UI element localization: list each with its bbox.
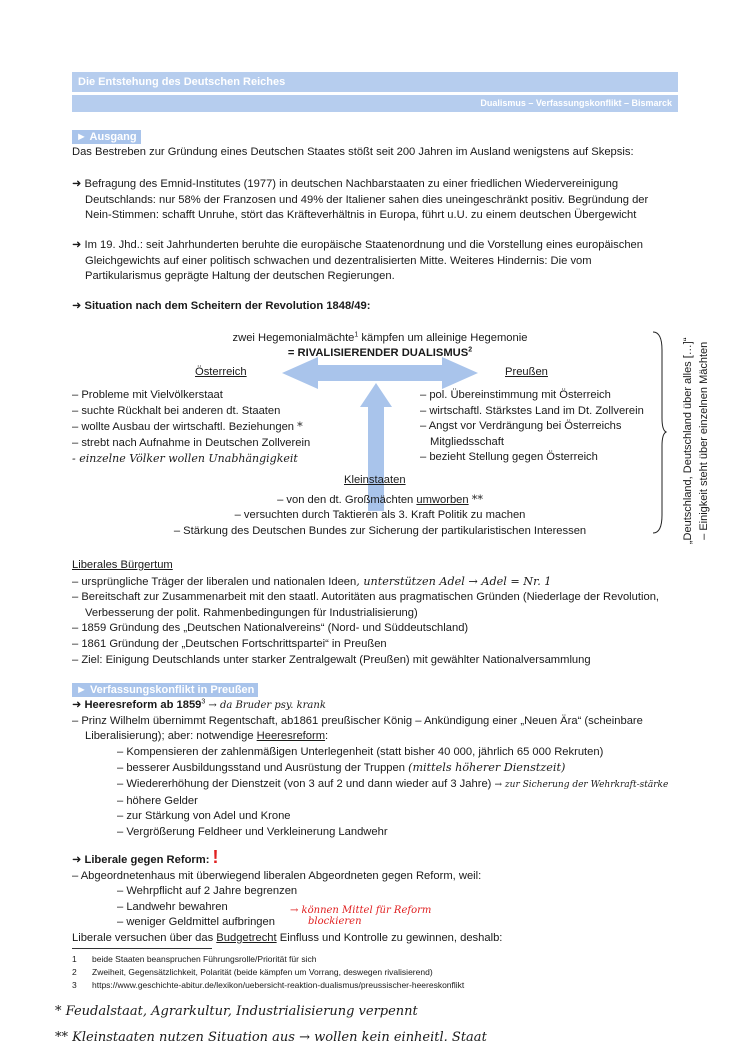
hand-star: ** — [471, 493, 483, 506]
side-note-1: „Deutschland, Deutschland über alles […]“ — [682, 337, 695, 545]
list-item: Mitgliedsschaft — [430, 435, 504, 448]
footnote-2 — [72, 966, 692, 979]
list-item: – pol. Übereinstimmung mit Österreich — [420, 389, 611, 401]
list-item: – zur Stärkung von Adel und Krone — [117, 810, 291, 823]
situation-heading: ➜ Situation nach dem Scheitern der Revolution 1848/49: — [72, 300, 371, 312]
list-item: – bezieht Stellung gegen Österreich — [420, 451, 598, 464]
list-item: – höhere Gelder — [117, 794, 198, 807]
hegemony-line — [170, 331, 590, 347]
list-item: – Angst vor Verdrängung bei Österreichs — [420, 420, 622, 433]
list-item: – suchte Rückhalt bei anderen dt. Staaten — [72, 404, 281, 417]
text: : — [325, 730, 329, 743]
footnotes — [72, 953, 692, 992]
text: kämpfen um alleinige Hegemonie — [358, 332, 528, 344]
text: – wollte Ausbau der wirtschaftl. Beziehungen — [72, 421, 295, 434]
text-line: Deutschlands: nur 58% der Franzosen und 49% der Italiener sahen dies uneingeschränkt positiv. Begründung der — [85, 193, 649, 206]
text: ➜ Liberale gegen Reform: — [72, 854, 210, 866]
list-item: – strebt nach Aufnahme in Deutschen Zollverein — [72, 436, 311, 449]
footnote-text: beide Staaten beanspruchen Führungsrolle/Priorität für sich — [92, 954, 317, 964]
list-item — [72, 419, 372, 436]
text: Budgetrecht — [216, 931, 277, 944]
footnote-text: https://www.geschichte-abitur.de/lexikon/uebersicht-reaktion-dualismus/preussischer-heereskonflikt — [92, 980, 465, 990]
text-line: → können Mittel für Reform — [290, 905, 432, 916]
footnote-text: Zweiheit, Gegensätzlichkeit, Polarität (beide kämpfen um Vorrang, deswegen rivalisierend) — [92, 967, 433, 977]
list-item: – Bereitschaft zur Zusammenarbeit mit den staatl. Autoritäten aus pragmatischen Gründen (Niederlage der Revolution, — [72, 591, 660, 604]
footnote-ref: 2 — [468, 346, 473, 354]
liberal-heading: Liberales Bürgertum — [72, 559, 173, 571]
document-title-bar — [72, 72, 678, 92]
reform-block — [72, 847, 682, 947]
text: umworben — [416, 494, 469, 506]
side-note-2: – Einigkeit steht über einzelnen Mächten — [698, 341, 711, 540]
section-heading-ausgang: ► Ausgang — [72, 130, 141, 144]
label-kleinstaaten: Kleinstaaten — [344, 474, 406, 486]
list-item — [117, 777, 682, 794]
text: – Wiedererhöhung der Dienstzeit (von 3 auf 2 und dann wieder auf 3 Jahre) — [117, 777, 492, 790]
footnote-divider — [72, 948, 212, 949]
text: Liberale versuchen über das — [72, 931, 217, 944]
list-item: Verbesserung der polit. Rahmenbedingungen für Industrialisierung) — [85, 606, 418, 619]
text-line: Partikularismus geprägte Haltung der deutschen Regierungen. — [85, 270, 395, 283]
footnote-ref: 3 — [201, 698, 206, 706]
list-item: – 1859 Gründung des „Deutschen Nationalvereins“ (Nord- und Süddeutschland) — [72, 622, 469, 635]
list-item — [117, 760, 682, 777]
label-preussen: Preußen — [505, 366, 548, 378]
text: zwei Hegemonialmächte — [232, 332, 355, 344]
text: – von den dt. Großmächten — [277, 494, 417, 506]
list-item — [72, 574, 682, 591]
footnote-number: 3 — [72, 980, 77, 990]
footnote-number: 2 — [72, 967, 77, 977]
text: Einfluss und Kontrolle zu gewinnen, deshalb: — [276, 931, 503, 944]
text-line: Nein-Stimmen: schafft Unruhe, stört das Kräfteverhältnis in Europa, führt u.U. zu einem deutschen Übergewicht — [85, 209, 637, 222]
handwritten-note: → da Bruder psy. krank — [208, 700, 326, 711]
curly-brace — [650, 330, 668, 535]
liberal-list — [72, 558, 682, 668]
list-item: – Kompensieren der zahlenmäßigen Unterlegenheit (statt bisher 40 000, jährlich 65 000 Rekruten) — [117, 745, 604, 758]
text: = RIVALISIERENDER DUALISMUS — [287, 347, 469, 359]
footnote-number: 1 — [72, 954, 77, 964]
list-item: – Landwehr bewahren — [117, 900, 228, 913]
heeresreform-line — [72, 698, 682, 714]
double-arrow-horizontal — [282, 357, 478, 389]
handwritten-note: → zur Sicherung der Wehrkraft-stärke — [494, 779, 669, 790]
handwritten-note: , unterstützen Adel → Adel = Nr. 1 — [356, 574, 552, 588]
list-item: – Wehrpflicht auf 2 Jahre begrenzen — [117, 885, 298, 898]
handwritten-note: (mittels höherer Dienstzeit) — [408, 761, 566, 775]
footnote-1 — [72, 953, 692, 966]
hand-star: * — [297, 420, 303, 434]
oesterreich-list — [72, 388, 372, 467]
list-item: – Probleme mit Vielvölkerstaat — [72, 389, 223, 401]
footnote-ref: 1 — [354, 331, 359, 339]
list-item: – wirtschaftl. Stärkstes Land im Dt. Zollverein — [420, 404, 644, 417]
text-line: ➜ Befragung des Emnid-Institutes (1977) in deutschen Nachbarstaaten zu einer friedlichen Wiedervereinigung — [72, 178, 619, 190]
text-line — [72, 931, 682, 947]
verfassung-block — [72, 698, 682, 840]
text-line: ➜ Im 19. Jhd.: seit Jahrhunderten beruhte die europäische Staatenordnung und die Vorstellung eines europäischen — [72, 239, 643, 251]
red-handwritten-note — [290, 905, 431, 927]
handwritten-note-1: * Feudalstaat, Agrarkultur, Industrialisierung verpennt — [55, 1004, 418, 1019]
text-line: blockieren — [308, 916, 362, 927]
text-line — [72, 729, 682, 745]
text-line: – Prinz Wilhelm übernimmt Regentschaft, ab1861 preußischer König – Ankündigung einer „Neuen Ära“ (scheinbare — [72, 714, 643, 727]
text: Heeresreform — [256, 730, 326, 743]
list-item: – Ziel: Einigung Deutschlands unter starker Zentralgewalt (Preußen) mit gewählter Nationalversammlung — [72, 653, 591, 666]
document-subtitle: Dualismus – Verfassungskonflikt – Bismarck — [480, 98, 672, 108]
ausgang-bullet-1 — [72, 177, 682, 224]
label-oesterreich: Österreich — [195, 366, 247, 378]
section-heading-verfassungskonflikt: ► Verfassungskonflikt in Preußen — [72, 683, 258, 697]
handwritten-note: - einzelne Völker wollen Unabhängigkeit — [72, 452, 298, 466]
list-item: – weniger Geldmittel aufbringen — [117, 916, 275, 929]
kleinstaaten-line-2: – versuchten durch Taktieren als 3. Kraft Politik zu machen — [234, 509, 526, 521]
text-line: – Abgeordnetenhaus mit überwiegend liberalen Abgeordneten gegen Reform, weil: — [72, 869, 482, 882]
document-title: Die Entstehung des Deutschen Reiches — [78, 76, 286, 88]
ausgang-intro: Das Bestreben zur Gründung eines Deutschen Staates stößt seit 200 Jahren im Ausland wenigstens auf Skepsis: — [72, 146, 634, 158]
text-line: Gleichgewichts auf einer politisch schwachen und dezentralisierten Mitte. Weiteres Hindernis: Die vom — [85, 254, 592, 267]
handwritten-note-2: ** Kleinstaaten nutzen Situation aus → wollen kein einheitl. Staat — [55, 1030, 487, 1045]
document-subtitle-bar — [72, 95, 678, 112]
text: Liberalisierung); aber: notwendige — [85, 730, 257, 743]
text: ➜ Heeresreform ab 1859 — [72, 699, 202, 711]
text: – besserer Ausbildungsstand und Ausrüstung der Truppen — [117, 762, 405, 775]
text: – ursprüngliche Träger der liberalen und nationalen Ideen — [72, 575, 357, 588]
list-item: – 1861 Gründung der „Deutschen Fortschrittspartei“ in Preußen — [72, 637, 387, 650]
kleinstaaten-line-3: – Stärkung des Deutschen Bundes zur Sicherung der partikularistischen Interessen — [173, 525, 587, 537]
ausgang-bullet-2 — [72, 238, 682, 285]
kleinstaaten-line-1 — [170, 492, 590, 509]
preussen-list — [420, 388, 660, 466]
reform-heading — [72, 847, 682, 869]
exclamation-mark: ! — [212, 847, 219, 867]
footnote-3 — [72, 979, 692, 992]
list-item: – Vergrößerung Feldheer und Verkleinerung Landwehr — [117, 825, 388, 838]
